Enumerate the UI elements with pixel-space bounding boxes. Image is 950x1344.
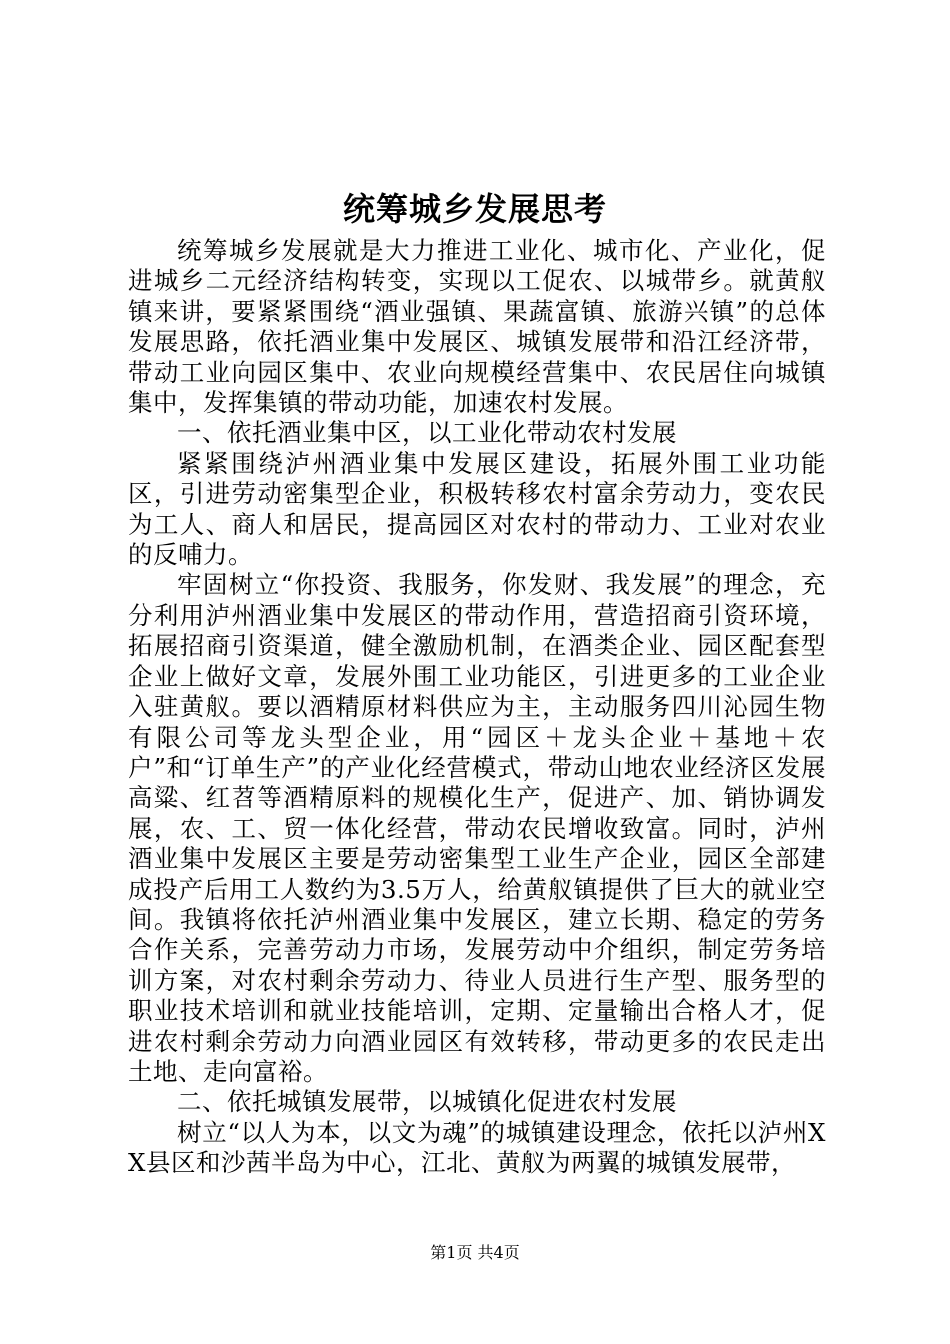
page-number-footer: 第1页 共4页 [430,1243,520,1262]
document-title: 统筹城乡发展思考 [342,190,607,228]
document-body [128,236,826,1179]
intro-paragraph: 统筹城乡发展就是大力推进工业化、城市化、产业化，促进城乡二元经济结构转变，实现以工促农、以城带乡。就黄舣镇来讲，要紧紧围绕“酒业强镇、果蔬富镇、旅游兴镇”的总体发展思路，依托酒业集中发展区、城镇发展带和沿江经济带，带动工业向园区集中、农业向规模经营集中、农民居住向城镇集中，发挥集镇的带动功能，加速农村发展。 [128,236,826,418]
section-heading-2: 二、依托城镇发展带，以城镇化促进农村发展 [177,1087,677,1117]
section-heading-1: 一、依托酒业集中区，以工业化带动农村发展 [177,418,677,448]
section-2-paragraph-1: 树立“以人为本，以文为魂”的城镇建设理念，依托以泸州XX县区和沙茜半岛为中心，江北、黄舣为两翼的城镇发展带， [128,1117,826,1178]
section-1-paragraph-1: 紧紧围绕泸州酒业集中发展区建设，拓展外围工业功能区，引进劳动密集型企业，积极转移农村富余劳动力，变农民为工人、商人和居民，提高园区对农村的带动力、工业对农业的反哺力。 [128,448,826,570]
section-1-paragraph-2: 牢固树立“你投资、我服务，你发财、我发展”的理念，充分利用泸州酒业集中发展区的带动作用，营造招商引资环境，拓展招商引资渠道，健全激励机制，在酒类企业、园区配套型企业上做好文章，发展外围工业功能区，引进更多的工业企业入驻黄舣。要以酒精原材料供应为主，主动服务四川沁园生物有限公司等龙头型企业，用“园区＋龙头企业＋基地＋农户”和“订单生产”的产业化经营模式，带动山地农业经济区发展高粱、红苕等酒精原料的规模化生产，促进产、加、销协调发展，农、工、贸一体化经营，带动农民增收致富。同时，泸州酒业集中发展区主要是劳动密集型工业生产企业，园区全部建成投产后用工人数约为3.5万人，给黄舣镇提供了巨大的就业空间。我镇将依托泸州酒业集中发展区，建立长期、稳定的劳务合作关系，完善劳动力市场，发展劳动中介组织，制定劳务培训方案，对农村剩余劳动力、待业人员进行生产型、服务型的职业技术培训和就业技能培训，定期、定量输出合格人才，促进农村剩余劳动力向酒业园区有效转移，带动更多的农民走出土地、走向富裕。 [128,570,826,1086]
